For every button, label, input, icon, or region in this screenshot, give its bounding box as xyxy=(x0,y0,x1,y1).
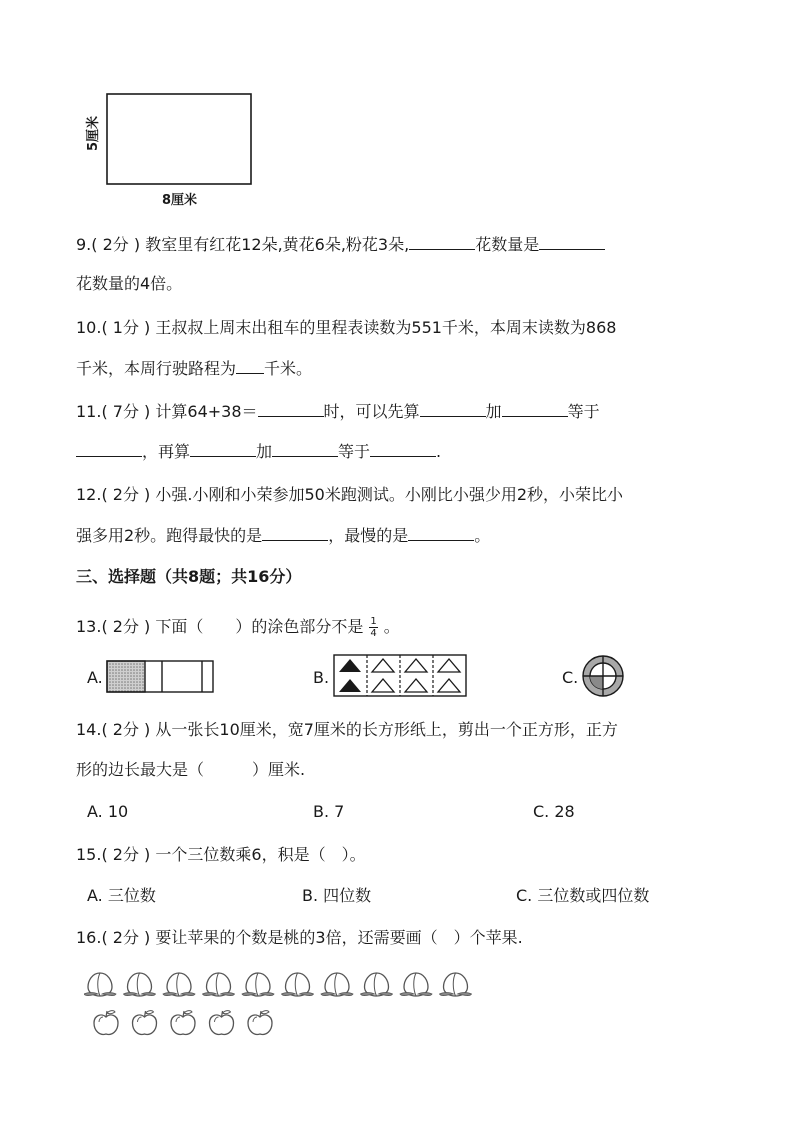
peach-icon xyxy=(361,973,393,996)
answer-blank[interactable] xyxy=(262,525,328,541)
fruit-figure xyxy=(84,965,484,1041)
question-text: . xyxy=(436,442,442,461)
question-14-line-1 xyxy=(76,720,618,740)
question-number: 11. xyxy=(76,402,102,421)
fraction-numerator: 1 xyxy=(370,616,377,627)
option-b-label[interactable]: B. xyxy=(313,668,330,687)
question-9-line-2 xyxy=(76,274,182,294)
question-12-line-1 xyxy=(76,485,623,505)
option-a[interactable]: A. 10 xyxy=(87,802,129,821)
question-score: ( 2分 ) xyxy=(101,845,151,864)
question-text: 计算64+38＝ xyxy=(155,402,258,421)
peach-icon xyxy=(242,973,274,996)
question-score: ( 7分 ) xyxy=(101,402,151,421)
option-c[interactable]: C. 三位数或四位数 xyxy=(516,886,650,905)
answer-blank[interactable] xyxy=(409,234,475,250)
option-a[interactable]: A. 三位数 xyxy=(87,886,156,905)
apple-icon xyxy=(94,1011,118,1035)
question-text: 教室里有红花12朵,黄花6朵,粉花3朵, xyxy=(145,235,410,254)
peach-icon xyxy=(400,973,432,996)
question-9-line-1 xyxy=(76,234,605,255)
apple-icon xyxy=(248,1011,272,1035)
answer-blank[interactable] xyxy=(370,441,436,457)
question-text: 。 xyxy=(383,617,400,636)
question-score: ( 2分 ) xyxy=(101,928,151,947)
rectangle-bottom-label: 8厘米 xyxy=(162,193,198,208)
question-number: 9. xyxy=(76,235,92,254)
answer-blank[interactable] xyxy=(539,234,605,250)
peach-icon xyxy=(84,973,116,996)
question-score: ( 2分 ) xyxy=(101,720,151,739)
question-text: 等于 xyxy=(338,442,371,461)
question-score: ( 1分 ) xyxy=(101,318,151,337)
rectangle-side-label: 5厘米 xyxy=(86,115,102,152)
option-a-figure xyxy=(106,660,216,694)
option-c-figure xyxy=(581,654,625,698)
question-number: 13. xyxy=(76,617,102,636)
question-12-line-2 xyxy=(76,525,490,546)
question-10-line-2 xyxy=(76,358,312,379)
option-c-label[interactable]: C. xyxy=(562,668,579,687)
question-text: 王叔叔上周末出租车的里程表读数为551千米，本周末读数为868 xyxy=(155,318,617,337)
question-number: 15. xyxy=(76,845,102,864)
question-text: 等于 xyxy=(567,402,600,421)
question-text: 加 xyxy=(485,402,502,421)
option-a-shaded-part xyxy=(107,661,145,692)
answer-blank[interactable] xyxy=(408,525,474,541)
section-title: 三、选择题（共8题；共16分） xyxy=(76,567,302,586)
rectangle-figure-svg xyxy=(80,86,280,206)
question-text: 花数量是 xyxy=(475,235,540,254)
peach-icon xyxy=(282,973,314,996)
question-number: 16. xyxy=(76,928,102,947)
apple-icon xyxy=(210,1011,234,1035)
question-14-line-2 xyxy=(76,760,305,780)
question-13-line-1 xyxy=(76,616,400,639)
fraction-denominator: 4 xyxy=(370,628,377,639)
question-score: ( 2分 ) xyxy=(101,485,151,504)
answer-blank[interactable] xyxy=(190,441,256,457)
question-score: ( 2分 ) xyxy=(91,235,141,254)
question-11-line-1 xyxy=(76,401,600,422)
question-10-line-1 xyxy=(76,318,616,338)
question-16-line-1 xyxy=(76,928,523,948)
question-text: ，再算 xyxy=(142,442,191,461)
answer-blank[interactable] xyxy=(258,401,324,417)
option-b[interactable]: B. 7 xyxy=(313,802,345,821)
peach-icon xyxy=(321,973,353,996)
peach-icon xyxy=(163,973,195,996)
fraction xyxy=(369,616,377,639)
peach-icon xyxy=(124,973,156,996)
option-c[interactable]: C. 28 xyxy=(533,802,575,821)
question-text: 花数量的4倍。 xyxy=(76,274,183,293)
question-number: 12. xyxy=(76,485,102,504)
question-number: 14. xyxy=(76,720,102,739)
question-11-line-2 xyxy=(76,441,441,462)
question-text: 千米。 xyxy=(264,359,313,378)
option-a-label[interactable]: A. xyxy=(87,668,103,687)
question-text: 形的边长最大是（ ）厘米. xyxy=(76,760,306,779)
question-text: ，最慢的是 xyxy=(328,526,409,545)
option-b[interactable]: B. 四位数 xyxy=(302,886,372,905)
option-b-shaded-triangle xyxy=(339,659,361,672)
question-text: 一个三位数乘6，积是（ ）。 xyxy=(155,845,366,864)
question-text: 千米，本周行驶路程为 xyxy=(76,359,237,378)
answer-blank[interactable] xyxy=(420,401,486,417)
question-text: 加 xyxy=(256,442,273,461)
answer-blank[interactable] xyxy=(502,401,568,417)
apple-icon xyxy=(171,1011,195,1035)
question-text: 从一张长10厘米，宽7厘米的长方形纸上，剪出一个正方形，正方 xyxy=(155,720,618,739)
question-text: 要让苹果的个数是桃的3倍，还需要画（ ）个苹果. xyxy=(155,928,523,947)
question-15-line-1 xyxy=(76,845,366,865)
question-text: 小强.小刚和小荣参加50米跑测试。小刚比小强少用2秒，小荣比小 xyxy=(155,485,624,504)
question-text: 时，可以先算 xyxy=(323,402,420,421)
rectangle-figure xyxy=(80,86,280,206)
answer-blank[interactable] xyxy=(272,441,338,457)
rectangle-shape xyxy=(107,94,251,184)
apple-icon xyxy=(133,1011,157,1035)
question-number: 10. xyxy=(76,318,102,337)
option-b-figure xyxy=(333,654,468,698)
question-text: 下面（ ）的涂色部分不是 xyxy=(155,617,364,636)
question-score: ( 2分 ) xyxy=(101,617,151,636)
peach-icon xyxy=(203,973,235,996)
peach-icon xyxy=(440,973,472,996)
question-text: 强多用2秒。跑得最快的是 xyxy=(76,526,263,545)
question-text: 。 xyxy=(474,526,491,545)
answer-blank[interactable] xyxy=(236,358,264,374)
option-b-shaded-triangle xyxy=(339,679,361,692)
answer-blank[interactable] xyxy=(76,441,142,457)
